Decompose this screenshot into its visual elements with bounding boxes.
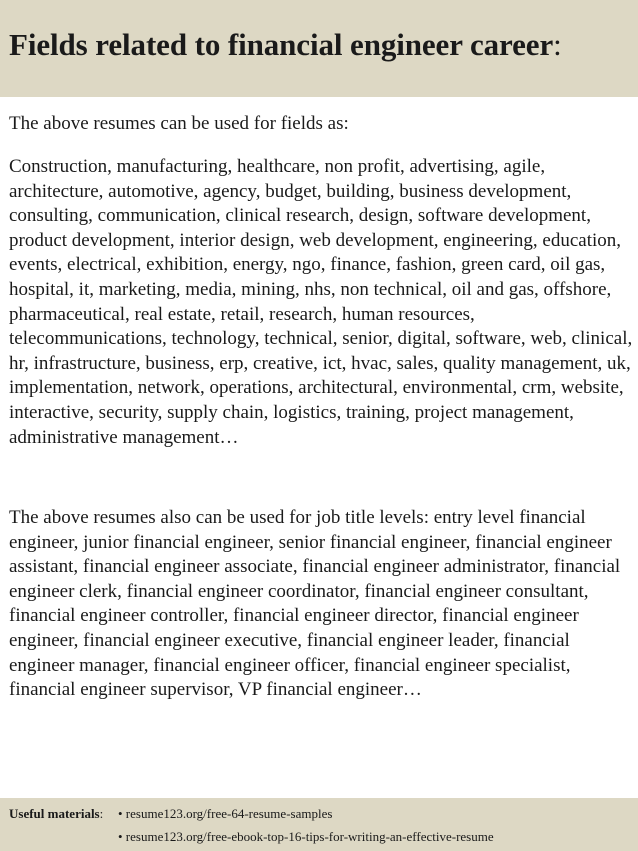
job-levels-text: The above resumes also can be used for job title levels: entry level financial engineer, junior financial engineer, senior financial engineer, financial engineer assistant, financial engineer associate, financial engineer administrator, financial engineer clerk, financial engineer coordinator, financial engineer consultant, financial engineer controller, financial engineer director, financial engineer engineer, financial engineer executive, financial engineer leader, financial engineer manager, financial engineer officer, financial engineer specialist, financial engineer supervisor, VP financial engineer…	[9, 507, 621, 701]
resource-link-ebook-tips[interactable]: • resume123.org/free-ebook-top-16-tips-for-writing-an-effective-resume	[118, 829, 494, 844]
useful-materials-footer	[0, 798, 638, 851]
page-title-colon: :	[553, 27, 562, 62]
useful-materials-label-text: Useful materials	[9, 806, 100, 821]
page-title	[9, 27, 562, 63]
title-banner	[0, 0, 638, 97]
useful-materials-label	[9, 806, 103, 822]
useful-materials-label-colon: :	[99, 806, 104, 821]
page-title-text: Fields related to financial engineer career	[9, 27, 554, 62]
fields-list: Construction, manufacturing, healthcare, non profit, advertising, agile, architecture, automotive, agency, budget, building, business development, consulting, communication, clinical research, design, software development, product development, interior design, web development, engineering, education, events, electrical, exhibition, energy, ngo, finance, fashion, green card, oil gas, hospital, it, marketing, media, mining, nhs, non technical, oil and gas, offshore, pharmaceutical, real estate, retail, research, human resources, telecommunications, technology, technical, senior, digital, software, web, clinical, hr, infrastructure, business, erp, creative, ict, hvac, sales, quality management, uk, implementation, network, operations, architectural, environmental, crm, website, interactive, security, supply chain, logistics, training, project management, administrative management…	[9, 156, 633, 448]
resource-link-resume-samples[interactable]: • resume123.org/free-64-resume-samples	[118, 806, 333, 821]
intro-text: The above resumes can be used for fields as:	[9, 113, 349, 134]
